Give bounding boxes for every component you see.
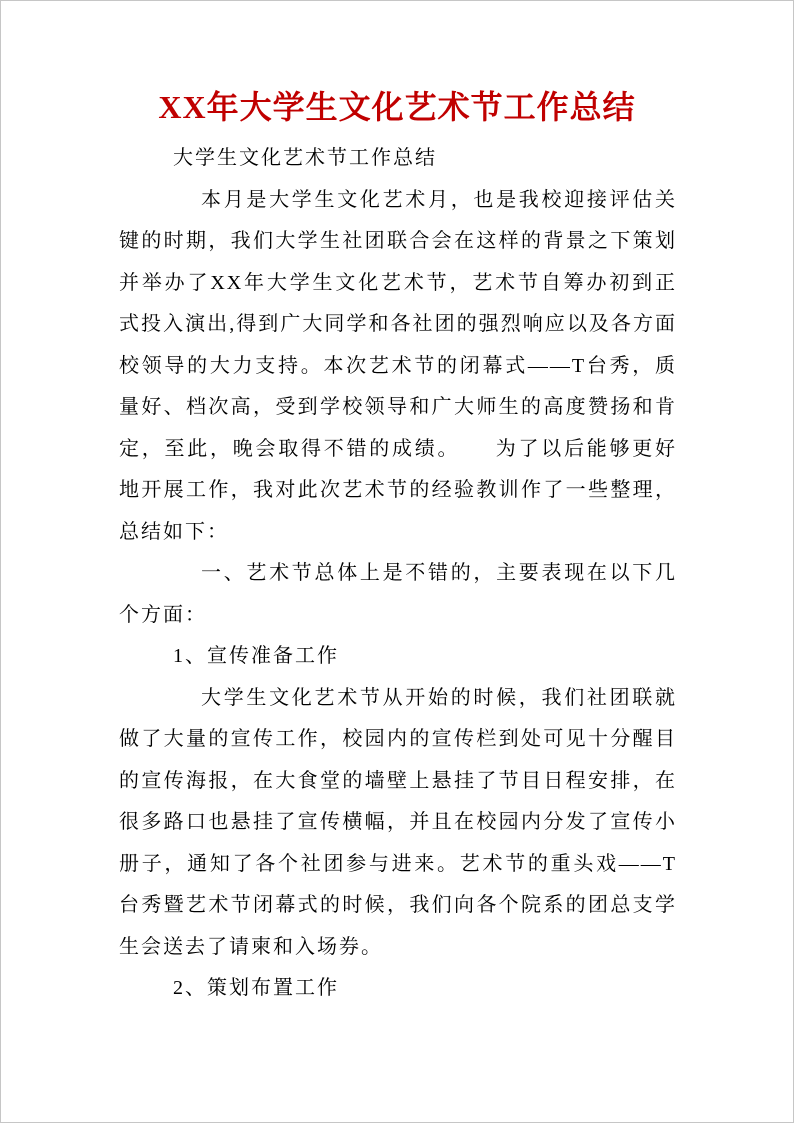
paragraph-item-2-heading: 2、策划布置工作 [173,977,339,999]
paragraph-intro: 本月是大学生文化艺术月，也是我校迎接评估关键的时期，我们大学生社团联合会在这样的背景之下策划并举办了XX年大学生文化艺术节，艺术节自筹办初到正式投入演出,得到广大同学和各社团的强烈响应以及各方面校领导的大力支持。本次艺术节的闭幕式——T台秀，质量好、档次高，受到学校领导和广大师生的高度赞扬和肯定，至此，晚会取得不错的成绩。 为了以后能够更好地开展工作，我对此次艺术节的经验教训作了一些整理，总结如下： [119,188,677,543]
document-title: XX年大学生文化艺术节工作总结 [158,89,636,125]
paragraph-item-1-heading: 1、宣传准备工作 [173,645,339,667]
document-body [119,138,677,1010]
paragraph-item-1-body: 大学生文化艺术节从开始的时候，我们社团联就做了大量的宣传工作，校园内的宣传栏到处可见十分醒目的宣传海报，在大食堂的墙壁上悬挂了节目日程安排，在很多路口也悬挂了宣传横幅，并且在校园内分发了宣传小册子，通知了各个社团参与进来。艺术节的重头戏——T台秀暨艺术节闭幕式的时候，我们向各个院系的团总支学生会送去了请柬和入场券。 [119,686,677,958]
document-subtitle: 大学生文化艺术节工作总结 [173,147,437,169]
paragraph-section-one-heading: 一、艺术节总体上是不错的，主要表现在以下几个方面： [119,562,677,626]
